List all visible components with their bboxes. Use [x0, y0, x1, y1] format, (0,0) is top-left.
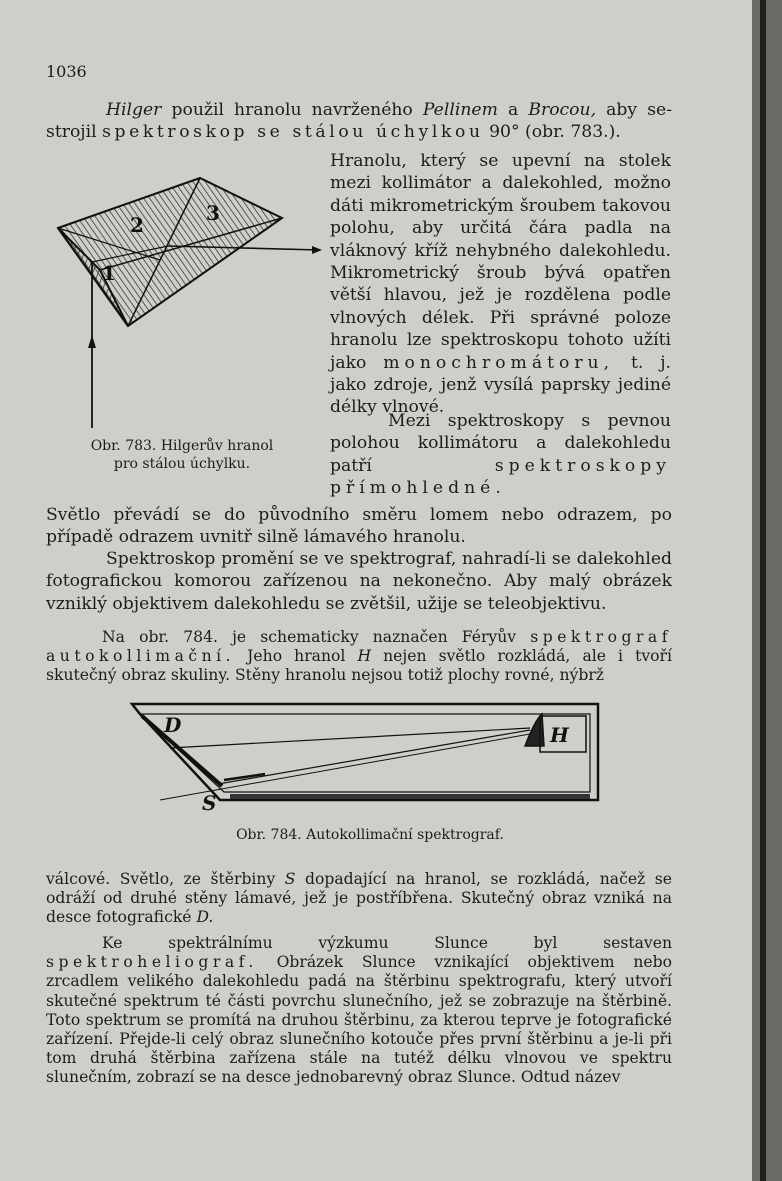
- prism-label-1: 1: [102, 261, 116, 285]
- paragraph-spectroheliograph: [46, 934, 672, 1088]
- text-fragment: Hranolu, který se upevní na stolek mezi kollimátor a dalekohled, možno dáti mikrometrickým šroubem takovou polohu, aby určitá čára padla na vláknový kříž nehybného dalekohledu. Mikrometrický šroub bývá opatřen větší hlavou, jež je rozdělena podle vlnových délek. Při správné poloze hranolu lze spektroskopu tohoto užíti jako: [330, 151, 671, 373]
- label-d: D: [164, 713, 182, 737]
- spectrograph-housing: [132, 704, 598, 800]
- text-fragment: Ke spektrálnímu výzkumu Slunce byl sestaven: [102, 934, 672, 952]
- figure-783-hilger-prism: [50, 170, 320, 440]
- page-number: 1036: [46, 62, 87, 81]
- text-fragment: Na obr. 784. je schematicky naznačen Féryův: [102, 628, 531, 646]
- text-fragment: Obrázek Slunce vznikající objektivem nebo zrcadlem velikého dalekohledu padá na štěrbinu spektrografu, který utvoří skutečné spektrum té části povrchu slunečního, jež se zobrazuje na štěrbině. Toto spektrum se promítá na druhou štěrbinu, za kterou teprve je fotografické zařízení. Přejde-li celý obraz slunečního kotouče přes první štěrbinu a je-li při tom druhá štěrbina zařízena stále na tutéž délku vlnovou ve spektru slunečním, zobrazí se na desce jednobarevný obraz Slunce. Odtud název: [46, 953, 672, 1087]
- symbol-s: S: [284, 870, 296, 888]
- text-fragment: použil hranolu navrženého: [161, 100, 423, 120]
- term-direct-vision-spectroscopes: spektroskopy přímohledné.: [330, 455, 671, 499]
- author-hilger: Hilger: [106, 100, 162, 120]
- binding-shadow: [760, 0, 766, 1181]
- caption-line: Obr. 783. Hilgerův hranol: [90, 438, 274, 454]
- paragraph-spectrograph: Spektroskop promění se ve spektrograf, nahradí-li se dalekohled fotografickou komorou zařízenou na nekonečno. Aby malý obrázek vzniklý objektivem dalekohledu se zvětšil, užije se teleobjektivu.: [46, 549, 672, 614]
- paragraph-direct-vision: [330, 410, 671, 500]
- text-fragment: nejen světlo rozkládá, ale i tvoří skutečný obraz skuliny. Stěny hranolu nejsou totiž plochy rovné, nýbrž: [46, 647, 672, 685]
- text-fragment: t. j. jako zdroje, jenž vysílá paprsky jediné délky vlnové.: [330, 352, 671, 418]
- paragraph-hilger: [46, 99, 672, 144]
- figure-783-caption: [62, 437, 302, 473]
- symbol-h: H: [357, 647, 372, 666]
- figure-784-caption: Obr. 784. Autokollimační spektrograf.: [236, 827, 504, 843]
- label-h: H: [550, 723, 569, 747]
- paragraph-prism-mount: [330, 150, 671, 419]
- text-fragment: aby se-strojil: [46, 100, 673, 143]
- prism-label-3: 3: [206, 201, 220, 225]
- paragraph-fery-spectrograph: [46, 628, 672, 686]
- term-spectroheliograph: spektroheliograf.: [46, 953, 258, 972]
- author-pellin: Pellinem: [422, 100, 498, 120]
- page-edge: [752, 0, 782, 1181]
- text-fragment: dopadající na hranol, se rozkládá, načež se odráží od druhé stěny lámavé, jež je postříbřena. Skutečný obraz vzniká na desce fotografické: [46, 870, 673, 927]
- symbol-d: D.: [196, 908, 214, 927]
- prism-label-2: 2: [130, 213, 144, 237]
- paragraph-direct-vision-cont: Světlo převádí se do původního směru lomem nebo odrazem, po případě odrazem uvnitř silně lámavého hranolu.: [46, 505, 672, 548]
- text-fragment: a: [497, 100, 529, 120]
- figure-784-autocollimating-spectrograph: [130, 700, 600, 815]
- label-s: S: [202, 791, 217, 815]
- author-broca: Brocou,: [528, 100, 597, 120]
- term-autocollimating-spectrograph: spektrograf autokollimační.: [46, 628, 672, 666]
- term-monochromator: monochromátoru,: [383, 352, 615, 373]
- text-fragment: Mezi spektroskopy s pevnou polohou kollimátoru a dalekohledu patří: [330, 411, 671, 476]
- caption-line: pro stálou úchylku.: [113, 456, 251, 472]
- term-constant-deviation: spektroskop se stálou úchylkou: [102, 122, 484, 143]
- text-fragment: Jeho hranol: [235, 647, 358, 666]
- text-fragment: 90° (obr. 783.).: [483, 122, 621, 143]
- text-fragment: válcové. Světlo, ze štěrbiny: [46, 870, 285, 888]
- paragraph-cylindrical-faces: [46, 870, 672, 928]
